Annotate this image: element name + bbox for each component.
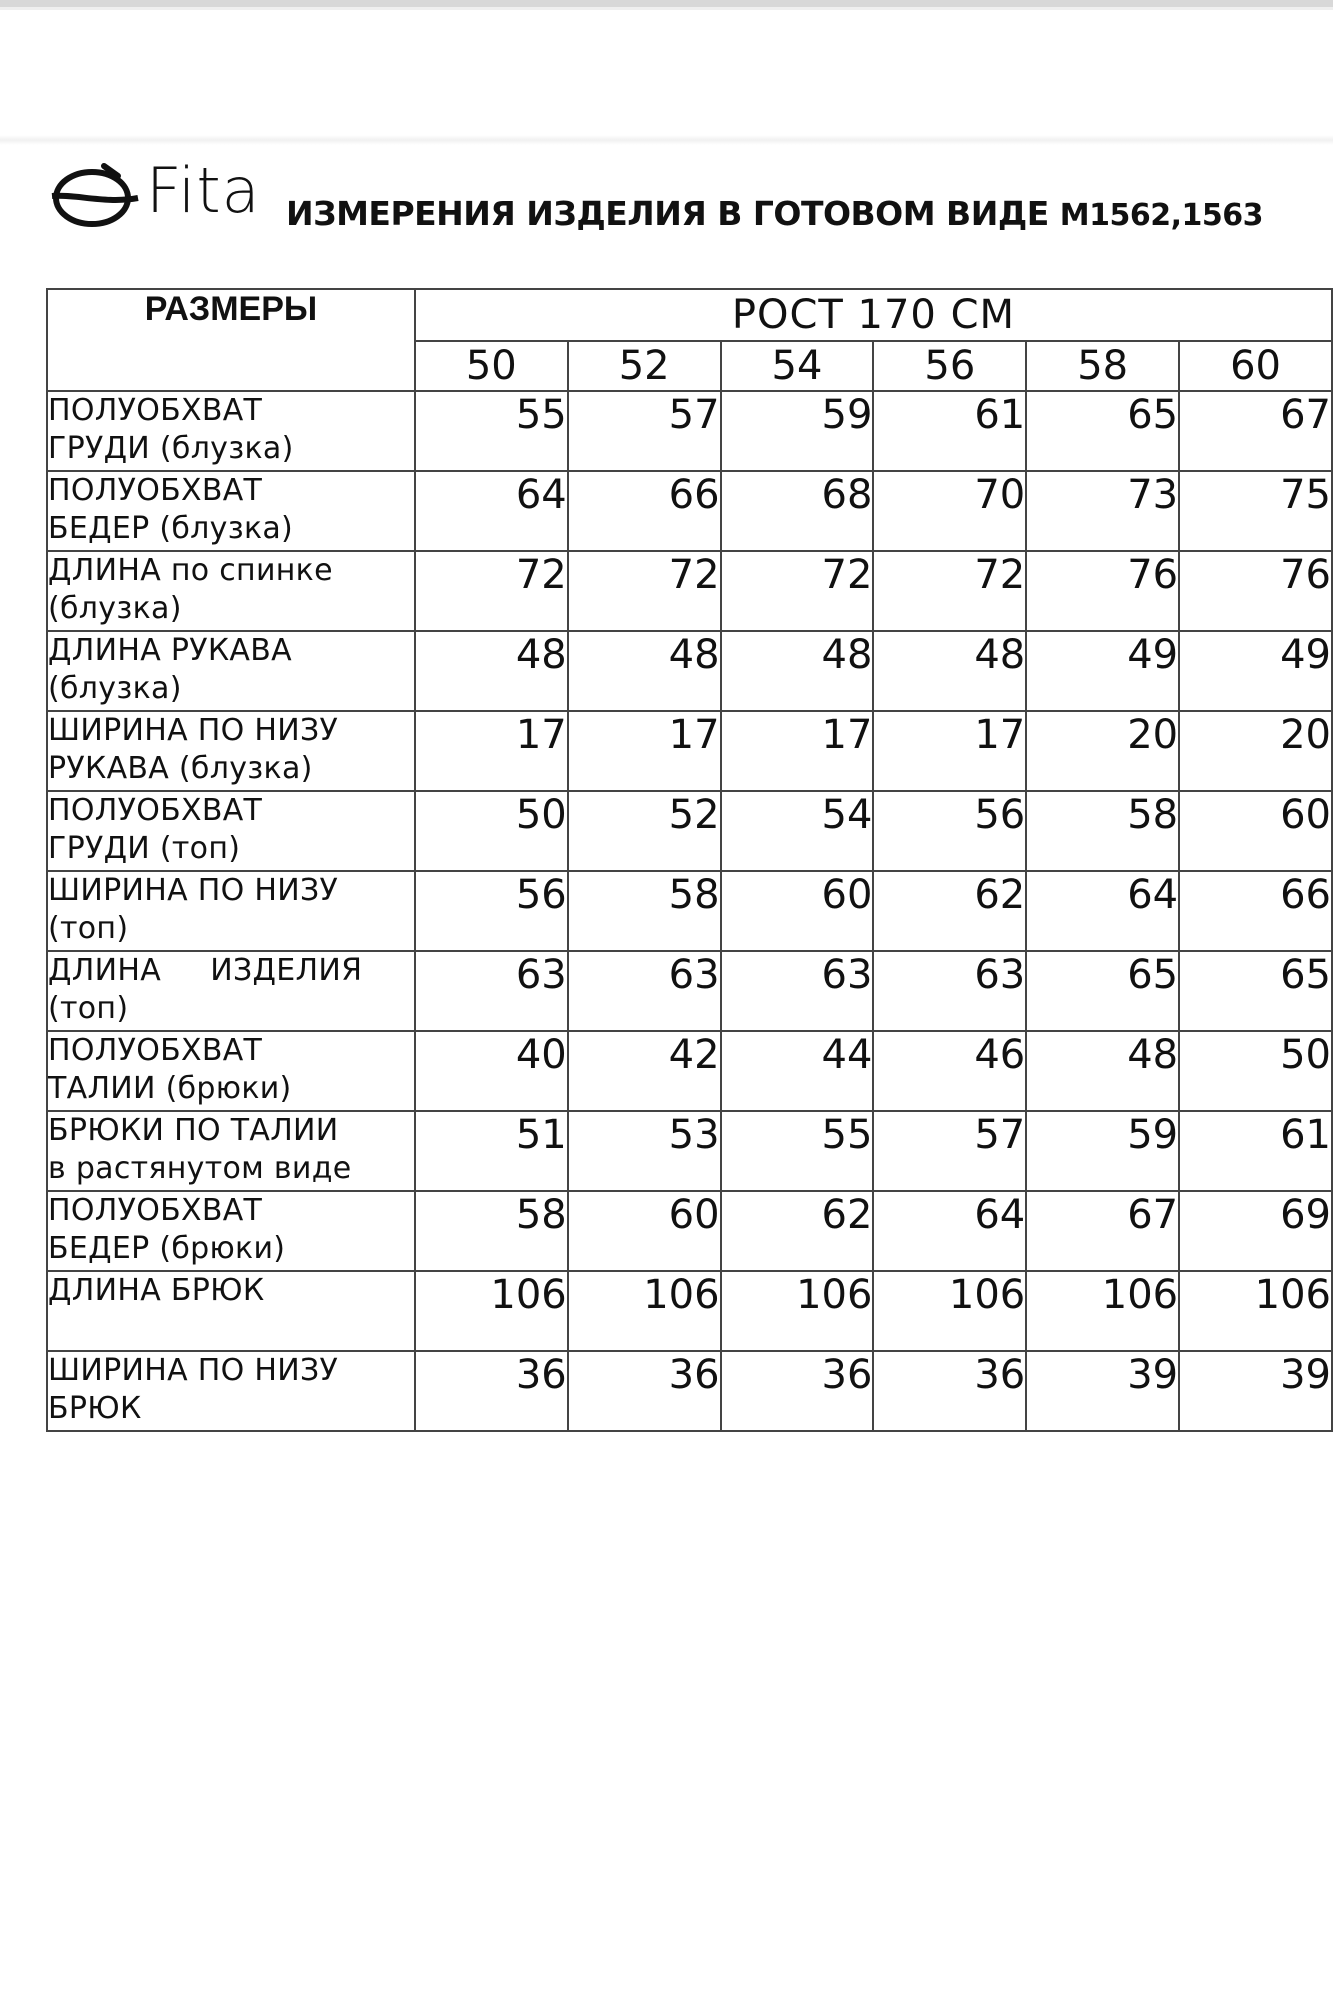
measurement-label — [47, 791, 415, 871]
measurement-label-line: ШИРИНА ПО НИЗУ — [48, 1353, 339, 1388]
measurement-value: 49 — [1179, 631, 1332, 711]
measurement-value: 63 — [721, 951, 874, 1031]
measurement-value: 55 — [721, 1111, 874, 1191]
measurement-value: 39 — [1026, 1351, 1179, 1431]
measurement-label-line: (блузка) — [48, 591, 182, 626]
measurement-value: 59 — [1026, 1111, 1179, 1191]
measurement-value: 17 — [568, 711, 721, 791]
measurement-label-line: (блузка) — [48, 671, 182, 706]
measurement-value: 70 — [873, 471, 1026, 551]
measurement-value: 57 — [568, 391, 721, 471]
measurement-value: 106 — [873, 1271, 1026, 1351]
measurement-value: 50 — [415, 791, 568, 871]
measurement-label — [47, 1031, 415, 1111]
measurement-label-line: ПОЛУОБХВАТ — [48, 473, 263, 508]
measurement-value: 60 — [568, 1191, 721, 1271]
measurement-value: 17 — [873, 711, 1026, 791]
measurement-value: 50 — [1179, 1031, 1332, 1111]
table-row — [47, 951, 1332, 1031]
table-row — [47, 1031, 1332, 1111]
measurement-value: 73 — [1026, 471, 1179, 551]
measurement-value: 57 — [873, 1111, 1026, 1191]
measurement-value: 17 — [721, 711, 874, 791]
measurement-label-line: ПОЛУОБХВАТ — [48, 793, 263, 828]
measurement-value: 48 — [721, 631, 874, 711]
measurement-label-line: ШИРИНА ПО НИЗУ — [48, 873, 339, 908]
measurement-label-line: ДЛИНА БРЮК — [48, 1273, 265, 1308]
measurement-label — [47, 951, 415, 1031]
size-column-header: 52 — [568, 341, 721, 391]
measurement-value: 53 — [568, 1111, 721, 1191]
measurement-value: 48 — [415, 631, 568, 711]
measurement-value: 75 — [1179, 471, 1332, 551]
measurement-value: 106 — [1179, 1271, 1332, 1351]
measurement-value: 72 — [568, 551, 721, 631]
measurement-label — [47, 711, 415, 791]
measurement-value: 56 — [415, 871, 568, 951]
measurement-value: 36 — [721, 1351, 874, 1431]
measurement-value: 39 — [1179, 1351, 1332, 1431]
measurement-value: 58 — [568, 871, 721, 951]
page-title — [286, 194, 1263, 236]
top-border-shadow — [0, 7, 1333, 10]
measurement-label-line: РУКАВА (блузка) — [48, 751, 313, 786]
measurement-value: 63 — [568, 951, 721, 1031]
table-row — [47, 551, 1332, 631]
size-column-header: 50 — [415, 341, 568, 391]
measurement-label — [47, 471, 415, 551]
measurement-value: 106 — [721, 1271, 874, 1351]
measurement-value: 67 — [1026, 1191, 1179, 1271]
measurement-value: 64 — [1026, 871, 1179, 951]
size-table — [46, 288, 1333, 1432]
measurement-value: 65 — [1026, 391, 1179, 471]
measurement-value: 106 — [1026, 1271, 1179, 1351]
measurement-label-line: ГРУДИ (топ) — [48, 831, 241, 866]
measurement-value: 17 — [415, 711, 568, 791]
measurement-value: 36 — [873, 1351, 1026, 1431]
measurement-value: 44 — [721, 1031, 874, 1111]
measurement-value: 76 — [1026, 551, 1179, 631]
sizes-header: РАЗМЕРЫ — [47, 289, 415, 391]
size-column-header: 54 — [721, 341, 874, 391]
measurement-value: 59 — [721, 391, 874, 471]
measurement-value: 52 — [568, 791, 721, 871]
measurement-value: 67 — [1179, 391, 1332, 471]
measurement-label-line: БРЮКИ ПО ТАЛИИ — [48, 1113, 339, 1148]
measurement-label-line: БЕДЕР (брюки) — [48, 1231, 286, 1266]
top-border — [0, 0, 1333, 7]
measurement-label-line: ДЛИНА ИЗДЕЛИЯ — [48, 953, 363, 988]
measurement-value: 54 — [721, 791, 874, 871]
measurement-value: 20 — [1179, 711, 1332, 791]
measurement-value: 62 — [721, 1191, 874, 1271]
measurement-value: 63 — [873, 951, 1026, 1031]
measurement-value: 62 — [873, 871, 1026, 951]
measurement-value: 66 — [568, 471, 721, 551]
measurement-value: 66 — [1179, 871, 1332, 951]
measurement-label-line: ПОЛУОБХВАТ — [48, 393, 263, 428]
measurement-label-line: ДЛИНА по спинке — [48, 553, 333, 588]
measurement-value: 60 — [721, 871, 874, 951]
measurement-label-line: в растянутом виде — [48, 1151, 352, 1186]
measurement-value: 46 — [873, 1031, 1026, 1111]
measurement-value: 61 — [1179, 1111, 1332, 1191]
measurement-label — [47, 871, 415, 951]
measurement-label-line: ШИРИНА ПО НИЗУ — [48, 713, 339, 748]
measurement-label-line: ПОЛУОБХВАТ — [48, 1033, 263, 1068]
measurement-value: 20 — [1026, 711, 1179, 791]
model-code: М1562,1563 — [1059, 198, 1264, 233]
size-column-header: 60 — [1179, 341, 1332, 391]
measurement-value: 42 — [568, 1031, 721, 1111]
measurement-value: 36 — [568, 1351, 721, 1431]
measurement-value: 72 — [415, 551, 568, 631]
table-row — [47, 1351, 1332, 1431]
measurement-label-line: (топ) — [48, 911, 129, 946]
measurement-value: 64 — [415, 471, 568, 551]
measurement-label — [47, 631, 415, 711]
measurement-value: 65 — [1179, 951, 1332, 1031]
measurement-label — [47, 551, 415, 631]
table-row — [47, 471, 1332, 551]
table-row — [47, 791, 1332, 871]
measurement-label-line: ДЛИНА РУКАВА — [48, 633, 292, 668]
separator-band — [0, 135, 1333, 145]
table-row — [47, 1191, 1332, 1271]
table-row — [47, 871, 1332, 951]
measurement-value: 76 — [1179, 551, 1332, 631]
measurement-value: 48 — [568, 631, 721, 711]
measurement-value: 58 — [1026, 791, 1179, 871]
measurement-label — [47, 1111, 415, 1191]
measurement-value: 51 — [415, 1111, 568, 1191]
measurement-label-line: БЕДЕР (блузка) — [48, 511, 294, 546]
fita-logo-icon — [46, 158, 142, 228]
measurement-label-line: ГРУДИ (блузка) — [48, 431, 294, 466]
table-row — [47, 391, 1332, 471]
measurement-value: 58 — [415, 1191, 568, 1271]
measurement-value: 68 — [721, 471, 874, 551]
table-row — [47, 1271, 1332, 1351]
measurement-value: 48 — [873, 631, 1026, 711]
measurement-value: 106 — [568, 1271, 721, 1351]
size-column-header: 58 — [1026, 341, 1179, 391]
measurement-value: 72 — [721, 551, 874, 631]
measurement-value: 72 — [873, 551, 1026, 631]
table-row — [47, 711, 1332, 791]
measurement-label-line: ПОЛУОБХВАТ — [48, 1193, 263, 1228]
measurement-value: 48 — [1026, 1031, 1179, 1111]
measurement-value: 40 — [415, 1031, 568, 1111]
measurement-label-line: (топ) — [48, 991, 129, 1026]
height-header: РОСТ 170 СМ — [415, 289, 1332, 341]
measurement-value: 60 — [1179, 791, 1332, 871]
measurement-value: 55 — [415, 391, 568, 471]
header — [46, 150, 1326, 250]
measurement-value: 56 — [873, 791, 1026, 871]
table-body — [47, 391, 1332, 1431]
measurement-value: 65 — [1026, 951, 1179, 1031]
measurement-value: 49 — [1026, 631, 1179, 711]
measurement-value: 64 — [873, 1191, 1026, 1271]
table-row — [47, 1111, 1332, 1191]
measurement-label — [47, 1191, 415, 1271]
size-column-header: 56 — [873, 341, 1026, 391]
measurement-label-line: БРЮК — [48, 1391, 142, 1426]
measurement-value: 69 — [1179, 1191, 1332, 1271]
table-row — [47, 631, 1332, 711]
measurement-label — [47, 391, 415, 471]
measurement-value: 106 — [415, 1271, 568, 1351]
brand-name: Fita — [146, 154, 261, 227]
measurement-value: 63 — [415, 951, 568, 1031]
title-text: ИЗМЕРЕНИЯ ИЗДЕЛИЯ В ГОТОВОМ ВИДЕ — [286, 194, 1049, 233]
measurement-label — [47, 1351, 415, 1431]
measurement-label-line: ТАЛИИ (брюки) — [48, 1071, 292, 1106]
measurement-label — [47, 1271, 415, 1351]
measurement-value: 36 — [415, 1351, 568, 1431]
measurement-value: 61 — [873, 391, 1026, 471]
